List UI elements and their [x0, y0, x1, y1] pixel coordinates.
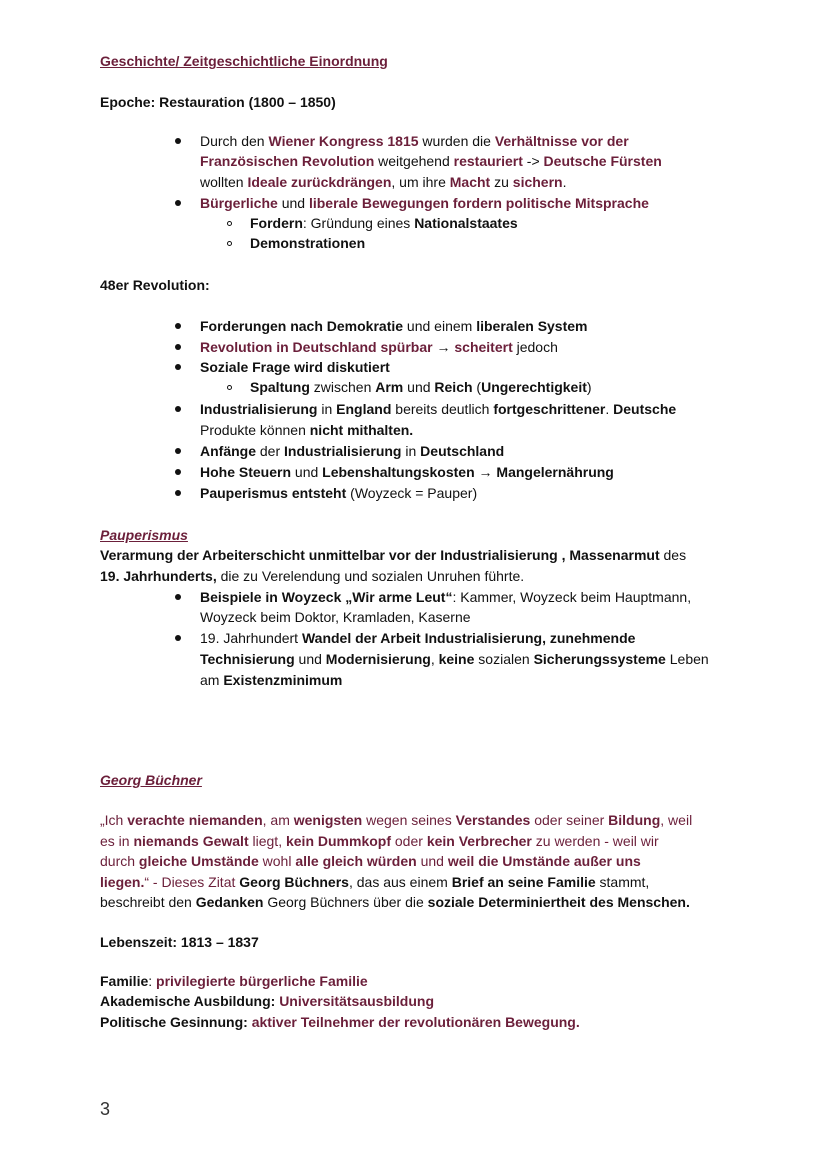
- section-heading-geschichte: Geschichte/ Zeitgeschichtliche Einordnung: [100, 53, 388, 69]
- list-item-line: Hohe Steuern und Lebenshaltungskosten → Mangelernährung: [200, 464, 614, 480]
- bullet-icon: [175, 344, 181, 350]
- bullet-icon: [175, 469, 181, 475]
- circle-bullet-icon: [227, 385, 232, 390]
- sub-item-line: Spaltung zwischen Arm und Reich (Ungerechtigkeit): [250, 379, 592, 395]
- list-item-line: Technisierung und Modernisierung, keine sozialen Sicherungssysteme Leben: [200, 651, 709, 667]
- ausbildung-line: Akademische Ausbildung: Universitätsausbildung: [100, 993, 434, 1009]
- bullet-icon: [175, 594, 181, 600]
- list-item-line: Beispiele in Woyzeck „Wir arme Leut“: Kammer, Woyzeck beim Hauptmann,: [200, 589, 692, 605]
- bullet-icon: [175, 490, 181, 496]
- list-item-line: wollten Ideale zurückdrängen, um ihre Macht zu sichern.: [200, 174, 567, 190]
- list-item-line: 19. Jahrhundert Wandel der Arbeit Industrialisierung, zunehmende: [200, 630, 636, 646]
- section-heading-pauperismus: Pauperismus: [100, 527, 188, 543]
- bullet-icon: [175, 200, 181, 206]
- bullet-icon: [175, 406, 181, 412]
- list-item-line: Bürgerliche und liberale Bewegungen fordern politische Mitsprache: [200, 195, 649, 211]
- list-item-line: Forderungen nach Demokratie und einem liberalen System: [200, 318, 588, 334]
- list-item-line: Woyzeck beim Doktor, Kramladen, Kaserne: [200, 609, 471, 625]
- sub-item-line: Fordern: Gründung eines Nationalstaates: [250, 215, 518, 231]
- list-item-line: Soziale Frage wird diskutiert: [200, 359, 390, 375]
- section-heading-buechner: Georg Büchner: [100, 772, 202, 788]
- quote-line: „Ich verachte niemanden, am wenigsten wegen seines Verstandes oder seiner Bildung, weil: [100, 812, 693, 828]
- list-item-line: Durch den Wiener Kongress 1815 wurden die Verhältnisse vor der: [200, 133, 629, 149]
- list-item-line: Industrialisierung in England bereits deutlich fortgeschrittener. Deutsche: [200, 401, 677, 417]
- sub-item-line: Demonstrationen: [250, 235, 366, 251]
- lebenszeit-line: Lebenszeit: 1813 – 1837: [100, 934, 259, 950]
- quote-line: durch gleiche Umstände wohl alle gleich würden und weil die Umstände außer uns: [100, 853, 641, 869]
- page-number: 3: [100, 1099, 111, 1119]
- section-heading-48er: 48er Revolution:: [100, 277, 210, 293]
- familie-line: Familie: privilegierte bürgerliche Familie: [100, 973, 368, 989]
- epoche-line: Epoche: Restauration (1800 – 1850): [100, 94, 336, 110]
- list-item-line: Pauperismus entsteht (Woyzeck = Pauper): [200, 485, 478, 501]
- bullet-icon: [175, 138, 181, 144]
- list-item-line: Französischen Revolution weitgehend restauriert -> Deutsche Fürsten: [200, 153, 662, 169]
- circle-bullet-icon: [227, 221, 232, 226]
- bullet-icon: [175, 364, 181, 370]
- quote-line: liegen.“ - Dieses Zitat Georg Büchners, das aus einem Brief an seine Familie stammt,: [100, 874, 650, 890]
- bullet-icon: [175, 448, 181, 454]
- bullet-icon: [175, 635, 181, 641]
- gesinnung-line: Politische Gesinnung: aktiver Teilnehmer der revolutionären Bewegung.: [100, 1014, 580, 1030]
- paragraph-line: Verarmung der Arbeiterschicht unmittelbar vor der Industrialisierung , Massenarmut des: [100, 547, 687, 563]
- list-item-line: Anfänge der Industrialisierung in Deutschland: [200, 443, 505, 459]
- list-item-line: Revolution in Deutschland spürbar → scheitert jedoch: [200, 339, 558, 355]
- list-item-line: Produkte können nicht mithalten.: [200, 422, 414, 438]
- list-item-line: am Existenzminimum: [200, 672, 343, 688]
- quote-line: es in niemands Gewalt liegt, kein Dummkopf oder kein Verbrecher zu werden - weil wir: [100, 833, 659, 849]
- bullet-icon: [175, 323, 181, 329]
- quote-line: beschreibt den Gedanken Georg Büchners über die soziale Determiniertheit des Menschen.: [100, 894, 690, 910]
- circle-bullet-icon: [227, 241, 232, 246]
- paragraph-line: 19. Jahrhunderts, die zu Verelendung und sozialen Unruhen führte.: [100, 568, 525, 584]
